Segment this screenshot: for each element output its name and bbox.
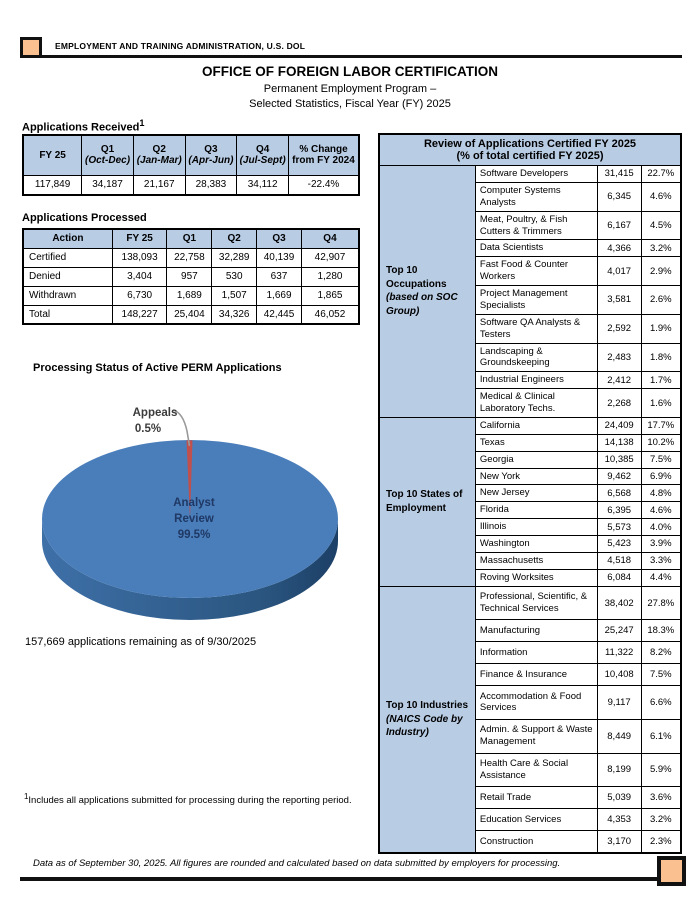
value-cell: 21,167 xyxy=(133,175,185,195)
count-cell: 8,199 xyxy=(597,753,641,787)
value-cell: 25,404 xyxy=(167,305,212,324)
footer-brand-square xyxy=(657,856,686,886)
count-cell: 4,518 xyxy=(597,552,641,569)
name-cell: New York xyxy=(475,468,597,485)
pct-cell: 4.4% xyxy=(641,569,681,586)
pct-cell: 10.2% xyxy=(641,434,681,451)
name-cell: Retail Trade xyxy=(475,787,597,809)
applications-processed-table xyxy=(22,228,360,325)
count-cell: 2,483 xyxy=(597,343,641,372)
page-subtitle-program: Permanent Employment Program – xyxy=(263,83,437,95)
count-cell: 5,039 xyxy=(597,787,641,809)
name-cell: Industrial Engineers xyxy=(475,372,597,389)
review-header-row xyxy=(379,134,681,166)
count-cell: 10,408 xyxy=(597,664,641,686)
perm-status-pie-chart xyxy=(15,376,365,628)
page-title: OFFICE OF FOREIGN LABOR CERTIFICATION xyxy=(202,64,498,79)
count-cell: 38,402 xyxy=(597,586,641,620)
pct-cell: 7.5% xyxy=(641,664,681,686)
value-cell: -22.4% xyxy=(288,175,359,195)
footnote: $^1$Includes all applications submitted for processing during the reporting period. xyxy=(24,792,352,807)
name-cell: Information xyxy=(475,642,597,664)
name-cell: Meat, Poultry, & Fish Cutters & Trimmers xyxy=(475,211,597,240)
col-q2: Q2 (Jan-Mar) xyxy=(133,135,185,175)
value-cell: 1,507 xyxy=(212,286,257,305)
value-cell: 637 xyxy=(257,267,302,286)
value-cell: 42,445 xyxy=(257,305,302,324)
table-row xyxy=(23,305,359,324)
pct-cell: 3.9% xyxy=(641,536,681,553)
review-row xyxy=(379,166,681,183)
count-cell: 2,268 xyxy=(597,389,641,418)
col-q3: Q3 xyxy=(257,229,302,248)
pct-cell: 2.6% xyxy=(641,286,681,315)
count-cell: 9,462 xyxy=(597,468,641,485)
pct-cell: 4.0% xyxy=(641,519,681,536)
value-cell: 46,052 xyxy=(301,305,359,324)
col-q4: Q4 (Jul-Sept) xyxy=(237,135,289,175)
applications-received-title: Applications Received$^1$ xyxy=(22,118,145,134)
count-cell: 5,423 xyxy=(597,536,641,553)
name-cell: New Jersey xyxy=(475,485,597,502)
col-q1: Q1 xyxy=(167,229,212,248)
table-row xyxy=(23,286,359,305)
count-cell: 3,581 xyxy=(597,286,641,315)
category-note: (NAICS Code by Industry) xyxy=(386,713,463,738)
count-cell: 31,415 xyxy=(597,166,641,183)
count-cell: 6,084 xyxy=(597,569,641,586)
col-action: Action xyxy=(23,229,112,248)
review-row xyxy=(379,417,681,434)
pct-cell: 22.7% xyxy=(641,166,681,183)
col-q2: Q2 xyxy=(212,229,257,248)
appeals-pct-label: 0.5% xyxy=(134,423,162,435)
count-cell: 4,353 xyxy=(597,809,641,831)
name-cell: Software Developers xyxy=(475,166,597,183)
action-cell: Total xyxy=(23,305,112,324)
value-cell: 530 xyxy=(212,267,257,286)
value-cell: 1,689 xyxy=(167,286,212,305)
col-q4: Q4 xyxy=(301,229,359,248)
count-cell: 9,117 xyxy=(597,686,641,720)
review-certified-table xyxy=(378,133,682,854)
category-cell xyxy=(379,417,475,586)
pct-cell: 1.8% xyxy=(641,343,681,372)
value-cell: 117,849 xyxy=(23,175,82,195)
name-cell: Manufacturing xyxy=(475,620,597,642)
count-cell: 25,247 xyxy=(597,620,641,642)
footnote-marker: 1 xyxy=(139,118,145,128)
pct-cell: 5.9% xyxy=(641,753,681,787)
count-cell: 10,385 xyxy=(597,451,641,468)
count-cell: 6,167 xyxy=(597,211,641,240)
col-q1: Q1 (Oct-Dec) xyxy=(82,135,134,175)
action-cell: Withdrawn xyxy=(23,286,112,305)
count-cell: 2,412 xyxy=(597,372,641,389)
name-cell: Construction xyxy=(475,831,597,853)
pct-cell: 3.2% xyxy=(641,240,681,257)
table-row xyxy=(23,175,359,195)
count-cell: 2,592 xyxy=(597,314,641,343)
name-cell: Computer Systems Analysts xyxy=(475,182,597,211)
category-label: Top 10 Occupations xyxy=(386,265,447,290)
name-cell: Washington xyxy=(475,536,597,553)
name-cell: Data Scientists xyxy=(475,240,597,257)
page-subtitle-stats: Selected Statistics, Fiscal Year (FY) 2025 xyxy=(249,98,451,110)
pct-cell: 3.6% xyxy=(641,787,681,809)
review-row xyxy=(379,586,681,620)
table-header-row xyxy=(23,229,359,248)
name-cell: Admin. & Support & Waste Management xyxy=(475,719,597,753)
pct-cell: 2.9% xyxy=(641,257,681,286)
value-cell: 40,139 xyxy=(257,248,302,267)
count-cell: 11,322 xyxy=(597,642,641,664)
pct-cell: 3.2% xyxy=(641,809,681,831)
applications-processed-title: Applications Processed xyxy=(22,212,147,224)
value-cell: 32,289 xyxy=(212,248,257,267)
applications-received-table xyxy=(22,134,360,196)
name-cell: Accommodation & Food Services xyxy=(475,686,597,720)
col-pct-change: % Change from FY 2024 xyxy=(288,135,359,175)
pct-cell: 4.6% xyxy=(641,502,681,519)
value-cell: 34,112 xyxy=(237,175,289,195)
count-cell: 6,395 xyxy=(597,502,641,519)
count-cell: 24,409 xyxy=(597,417,641,434)
pct-cell: 8.2% xyxy=(641,642,681,664)
action-cell: Denied xyxy=(23,267,112,286)
value-cell: 148,227 xyxy=(112,305,167,324)
pct-cell: 1.9% xyxy=(641,314,681,343)
name-cell: Roving Worksites xyxy=(475,569,597,586)
pct-cell: 3.3% xyxy=(641,552,681,569)
footer-data-note: Data as of September 30, 2025. All figures are rounded and calculated based on data submitted by employers for processing. xyxy=(33,858,561,869)
analyst-review-label-line2: Review xyxy=(174,513,214,525)
count-cell: 3,170 xyxy=(597,831,641,853)
category-note: (based on SOC Group) xyxy=(386,292,458,317)
value-cell: 1,669 xyxy=(257,286,302,305)
pct-cell: 4.6% xyxy=(641,182,681,211)
table-row xyxy=(23,267,359,286)
col-fy25: FY 25 xyxy=(23,135,82,175)
pct-cell: 1.6% xyxy=(641,389,681,418)
value-cell: 957 xyxy=(167,267,212,286)
value-cell: 6,730 xyxy=(112,286,167,305)
pct-cell: 7.5% xyxy=(641,451,681,468)
name-cell: Fast Food & Counter Workers xyxy=(475,257,597,286)
chart-caption: 157,669 applications remaining as of 9/30/2025 xyxy=(25,636,257,648)
value-cell: 34,187 xyxy=(82,175,134,195)
review-table-title: Review of Applications Certified FY 2025 (% of total certified FY 2025) xyxy=(379,134,681,166)
name-cell: Georgia xyxy=(475,451,597,468)
col-fy25: FY 25 xyxy=(112,229,167,248)
agency-banner: EMPLOYMENT AND TRAINING ADMINISTRATION, U.S. DOL xyxy=(55,41,306,51)
footer-rule xyxy=(20,877,657,881)
name-cell: Software QA Analysts & Testers xyxy=(475,314,597,343)
name-cell: Landscaping & Groundskeeping xyxy=(475,343,597,372)
count-cell: 6,568 xyxy=(597,485,641,502)
name-cell: Illinois xyxy=(475,519,597,536)
name-cell: Professional, Scientific, & Technical Services xyxy=(475,586,597,620)
analyst-review-pct-label: 99.5% xyxy=(177,529,211,541)
pct-cell: 6.9% xyxy=(641,468,681,485)
value-cell: 34,326 xyxy=(212,305,257,324)
category-cell xyxy=(379,586,475,853)
applications-processed-body xyxy=(23,248,359,324)
pct-cell: 4.5% xyxy=(641,211,681,240)
name-cell: Health Care & Social Assistance xyxy=(475,753,597,787)
table-header-row xyxy=(23,135,359,175)
value-cell: 28,383 xyxy=(185,175,237,195)
category-cell xyxy=(379,166,475,418)
chart-title: Processing Status of Active PERM Applications xyxy=(33,362,282,374)
dol-brand-square xyxy=(20,37,42,58)
count-cell: 6,345 xyxy=(597,182,641,211)
count-cell: 8,449 xyxy=(597,719,641,753)
col-q3: Q3 (Apr-Jun) xyxy=(185,135,237,175)
value-cell: 22,758 xyxy=(167,248,212,267)
category-label: Top 10 Industries xyxy=(386,700,469,711)
header-rule xyxy=(42,55,682,58)
category-label: Top 10 States of Employment xyxy=(386,489,463,514)
pct-cell: 17.7% xyxy=(641,417,681,434)
appeals-label: Appeals xyxy=(132,407,178,419)
review-table-body xyxy=(379,166,681,853)
value-cell: 3,404 xyxy=(112,267,167,286)
name-cell: Massachusetts xyxy=(475,552,597,569)
table-row xyxy=(23,248,359,267)
value-cell: 1,280 xyxy=(301,267,359,286)
pct-cell: 6.1% xyxy=(641,719,681,753)
count-cell: 14,138 xyxy=(597,434,641,451)
pct-cell: 4.8% xyxy=(641,485,681,502)
count-cell: 4,366 xyxy=(597,240,641,257)
analyst-review-label-line1: Analyst xyxy=(173,497,215,509)
name-cell: Finance & Insurance xyxy=(475,664,597,686)
name-cell: Texas xyxy=(475,434,597,451)
name-cell: Florida xyxy=(475,502,597,519)
count-cell: 5,573 xyxy=(597,519,641,536)
value-cell: 1,865 xyxy=(301,286,359,305)
pct-cell: 18.3% xyxy=(641,620,681,642)
pct-cell: 1.7% xyxy=(641,372,681,389)
name-cell: Project Management Specialists xyxy=(475,286,597,315)
name-cell: California xyxy=(475,417,597,434)
action-cell: Certified xyxy=(23,248,112,267)
name-cell: Medical & Clinical Laboratory Techs. xyxy=(475,389,597,418)
pct-cell: 27.8% xyxy=(641,586,681,620)
name-cell: Education Services xyxy=(475,809,597,831)
pct-cell: 2.3% xyxy=(641,831,681,853)
count-cell: 4,017 xyxy=(597,257,641,286)
pct-cell: 6.6% xyxy=(641,686,681,720)
value-cell: 138,093 xyxy=(112,248,167,267)
value-cell: 42,907 xyxy=(301,248,359,267)
